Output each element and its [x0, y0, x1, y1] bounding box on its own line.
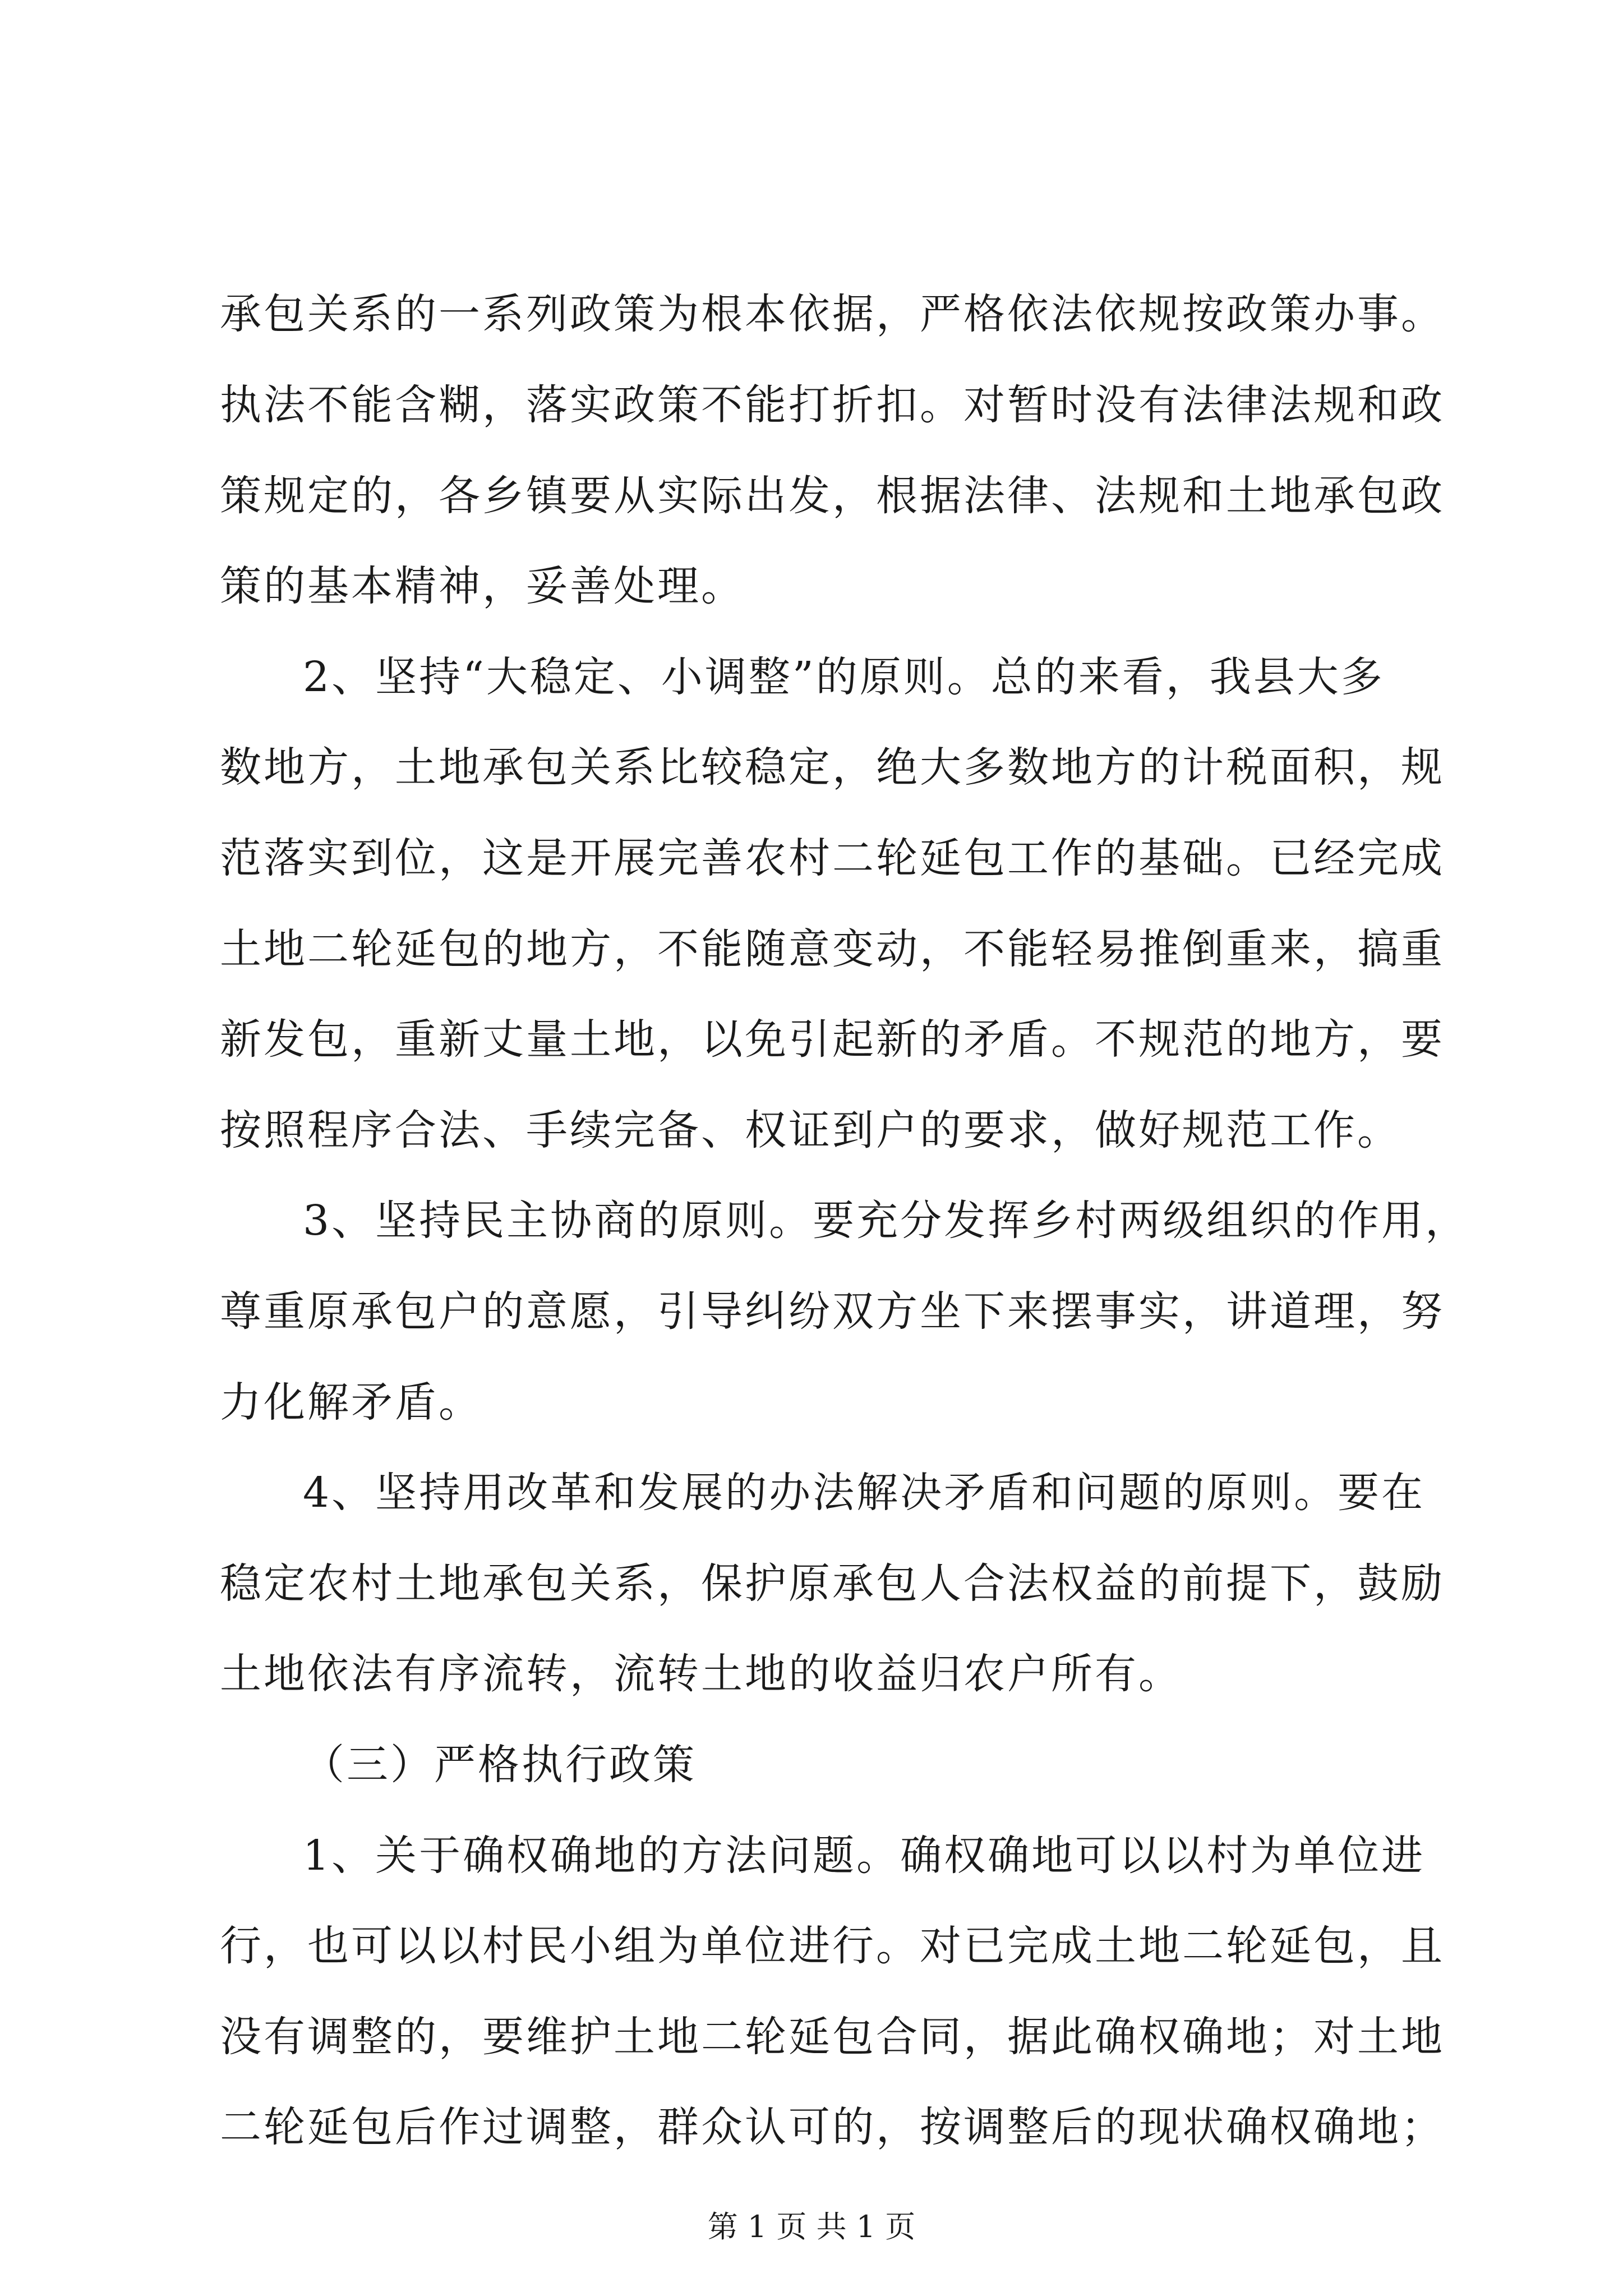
text-line: 策规定的，各乡镇要从实际出发，根据法律、法规和土地承包政 — [220, 472, 1445, 520]
text-line: 二轮延包后作过调整，群众认可的，按调整后的现状确权确地； — [220, 2103, 1445, 2151]
page-footer: 第 1 页 共 1 页 — [707, 2209, 916, 2244]
section-heading: （三）严格执行政策 — [303, 1741, 697, 1789]
text-line: 力化解矛盾。 — [220, 1378, 482, 1427]
text-line: 土地二轮延包的地方，不能随意变动，不能轻易推倒重来，搞重 — [220, 925, 1445, 973]
text-line: 数地方，土地承包关系比较稳定，绝大多数地方的计税面积，规 — [220, 743, 1445, 792]
text-line: 策的基本精神，妥善处理。 — [220, 562, 745, 610]
text-line: 执法不能含糊，落实政策不能打折扣。对暂时没有法律法规和政 — [220, 381, 1445, 429]
paragraph-start-line: 4、坚持用改革和发展的办法解决矛盾和问题的原则。要在 — [303, 1469, 1426, 1517]
text-line: 稳定农村土地承包关系，保护原承包人合法权益的前提下，鼓励 — [220, 1559, 1445, 1608]
text-line: 行，也可以以村民小组为单位进行。对已完成土地二轮延包，且 — [220, 1922, 1445, 1970]
text-line: 土地依法有序流转，流转土地的收益归农户所有。 — [220, 1650, 1182, 1698]
paragraph-start-line: 3、坚持民主协商的原则。要充分发挥乡村两级组织的作用， — [303, 1197, 1469, 1245]
text-line: 范落实到位，这是开展完善农村二轮延包工作的基础。已经完成 — [220, 834, 1445, 882]
text-line: 尊重原承包户的意愿，引导纠纷双方坐下来摆事实，讲道理，努 — [220, 1287, 1445, 1336]
text-line: 承包关系的一系列政策为根本依据，严格依法依规按政策办事。 — [220, 290, 1445, 338]
paragraph-start-line: 2、坚持“大稳定、小调整”的原则。总的来看，我县大多 — [303, 653, 1385, 701]
text-line: 新发包，重新丈量土地，以免引起新的矛盾。不规范的地方，要 — [220, 1015, 1445, 1064]
text-line: 按照程序合法、手续完备、权证到户的要求，做好规范工作。 — [220, 1106, 1401, 1154]
paragraph-start-line: 1、关于确权确地的方法问题。确权确地可以以村为单位进 — [303, 1832, 1426, 1880]
text-line: 没有调整的，要维护土地二轮延包合同，据此确权确地；对土地 — [220, 2013, 1445, 2061]
